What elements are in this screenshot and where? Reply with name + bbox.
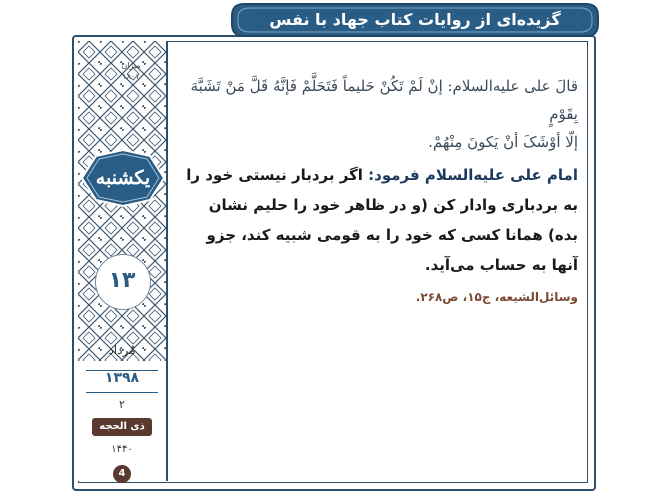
lunar-year: ۱۴۴۰	[111, 444, 133, 455]
header-banner	[230, 2, 600, 38]
divider	[86, 392, 158, 393]
hadith-content	[178, 60, 578, 304]
lunar-month-badge: ذی الحجه	[92, 418, 152, 436]
arabic-line: قالَ علی علیه‌السلام: إنْ لَمْ تَکُنْ حَلیماً فَتَحَلَّمْ فَإنَّهُ قَلَّ مَنْ تَشَبَّهَ بِقَوْمٍ	[190, 77, 578, 123]
source-citation: وسائل‌الشیعه، ج۱۵، ص۲۶۸.	[415, 290, 578, 304]
sidebar-source-line2: ۱۸۰۱	[122, 72, 140, 81]
page-number: 4	[113, 465, 131, 483]
day-badge	[80, 148, 166, 208]
persian-translation	[178, 160, 578, 280]
sidebar-source-mini	[108, 60, 154, 82]
arabic-text	[178, 72, 578, 156]
lunar-day: ۲	[119, 398, 125, 411]
sidebar-source-line1: میزان	[121, 61, 141, 70]
arabic-line: إلّا أوْشَکَ أنْ یَکونَ مِنْهُمْ.	[428, 133, 578, 151]
day-number: ۱۳	[108, 268, 136, 293]
month-label: مُرداد	[108, 343, 136, 357]
day-name: یکشنبه	[95, 167, 151, 189]
persian-lead: امام علی علیه‌السلام فرمود:	[368, 166, 578, 184]
persian-body: اگر بردبار نیستی خود را به بردباری وادار کن (و در ظاهر خود را حلیم نشان بده) همانا کسی که خود را به قومی شبیه کند، جزو آنها به حساب می‌آید.	[186, 166, 578, 274]
banner-title: گزیده‌ای از روایات کتاب جهاد با نفس	[269, 10, 561, 29]
year-solar: ۱۳۹۸	[104, 370, 140, 386]
